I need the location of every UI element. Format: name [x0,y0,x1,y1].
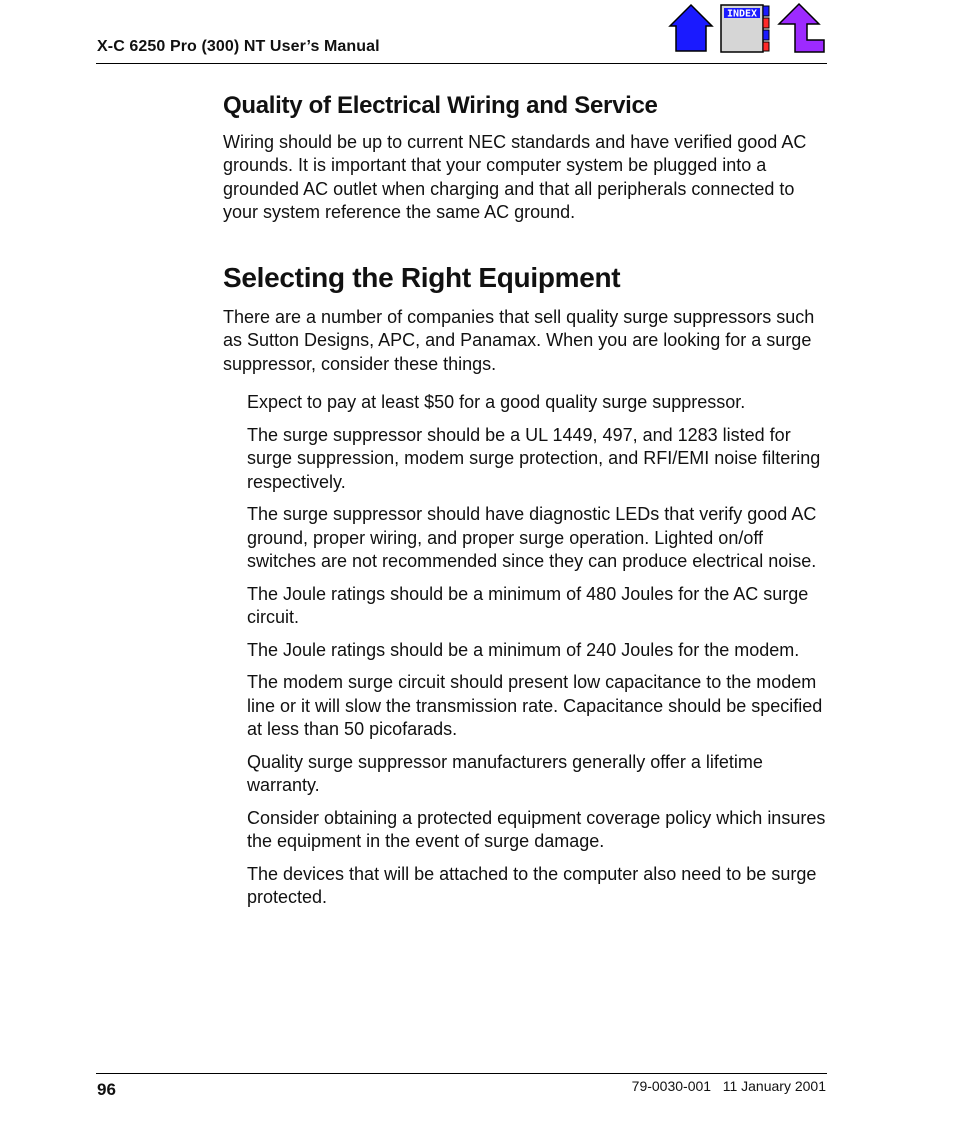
section-equipment [223,262,823,376]
footer-rule [96,1073,827,1074]
manual-title: X-C 6250 Pro (300) NT User’s Manual [97,38,380,55]
list-item: Consider obtaining a protected equipment coverage policy which insures the equipment in the event of surge damage. [247,807,826,851]
back-up-button[interactable] [777,2,827,54]
list-item: The modem surge circuit should present low capacitance to the modem line or it will slow the transmission rate. Capacitance should be specified at less than 50 picofarads. [247,672,823,739]
home-icon [668,2,714,54]
list-item: The Joule ratings should be a minimum of 480 Joules for the AC surge circuit. [247,583,809,627]
index-label: INDEX [726,8,758,20]
intro-paragraph: There are a number of companies that sell quality surge suppressors such as Sutton Designs, APC, and Panamax. When you are looking for a surge suppressor, consider these things. [223,307,815,374]
page-number: 96 [97,1080,116,1099]
document-reference: 79-0030-001 11 January 2001 [631,1078,826,1094]
list-item: The Joule ratings should be a minimum of 240 Joules for the modem. [247,639,800,660]
index-button[interactable] [720,2,772,54]
list-item: The surge suppressor should be a UL 1449, 497, and 1283 listed for surge suppression, modem surge protection, and RFI/EMI noise filtering respectively. [247,424,821,492]
section-wiring [223,92,823,224]
page-heading: Selecting the Right Equipment [223,262,621,293]
list-item: The devices that will be attached to the computer also need to be surge protected. [247,863,817,907]
list-item: The surge suppressor should have diagnostic LEDs that verify good AC ground, proper wiring, and proper surge operation. Lighted on/off switches are not recommended since they can produce electrical noise. [247,504,817,571]
header-rule [96,63,827,64]
considerations-list [247,391,832,919]
list-item: Expect to pay at least $50 for a good quality surge suppressor. [247,392,746,412]
list-item: Quality surge suppressor manufacturers generally offer a lifetime warranty. [247,751,763,795]
home-button[interactable] [668,2,714,54]
section-heading: Quality of Electrical Wiring and Service [223,92,658,119]
section-body: Wiring should be up to current NEC standards and have verified good AC grounds. It is important that your computer system be plugged into a grounded AC outlet when charging and that all peripherals connected to your system reference the same AC ground. [223,132,807,222]
index-icon [720,2,772,54]
up-arrow-icon [777,2,827,54]
